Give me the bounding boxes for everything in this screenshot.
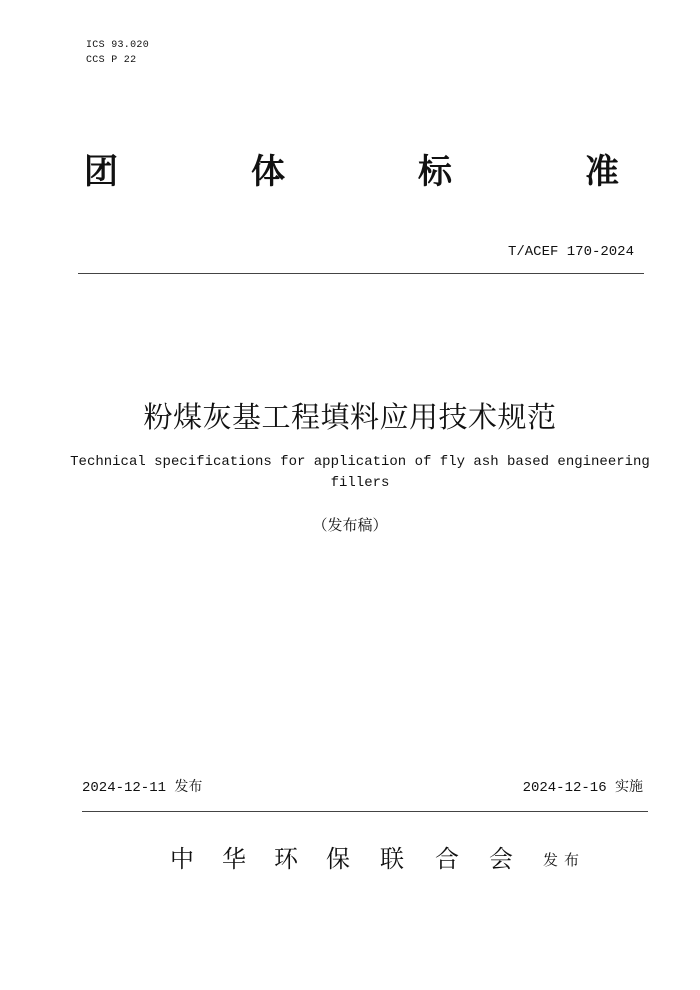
standard-type-char: 体 <box>251 152 285 192</box>
ccs-code: CCS P 22 <box>86 55 137 66</box>
issuer-org-char: 保 <box>326 845 350 873</box>
issuer-org-char: 环 <box>274 845 298 873</box>
standard-number: T/ACEF 170-2024 <box>507 244 634 260</box>
draft-status: （发布稿） <box>312 516 388 534</box>
standard-type-char: 团 <box>84 152 118 192</box>
issuer-org-char: 中 <box>170 845 194 873</box>
title-chinese: 粉煤灰基工程填料应用技术规范 <box>143 400 557 434</box>
issuer-org-char: 联 <box>380 845 404 873</box>
standard-type-char: 标 <box>418 152 452 192</box>
publish-date-label: 发布 <box>174 779 203 795</box>
footer-divider <box>82 811 648 812</box>
standard-type-char: 准 <box>585 152 619 192</box>
issuer-org-char: 华 <box>222 845 246 873</box>
publish-date: 2024-12-11 <box>82 780 167 796</box>
issuer-org-char: 合 <box>435 845 459 873</box>
header-divider <box>78 273 644 274</box>
publish-date-line <box>82 777 202 798</box>
ics-code: ICS 93.020 <box>86 40 150 51</box>
implement-date-line <box>523 777 643 798</box>
implement-date-label: 实施 <box>615 779 643 795</box>
title-english: Technical specifications for application of fly ash based engineering fillers <box>70 454 650 491</box>
issuer-publish-label: 发布 <box>543 851 586 869</box>
implement-date: 2024-12-16 <box>522 780 607 796</box>
issuer-org-char: 会 <box>489 845 513 873</box>
